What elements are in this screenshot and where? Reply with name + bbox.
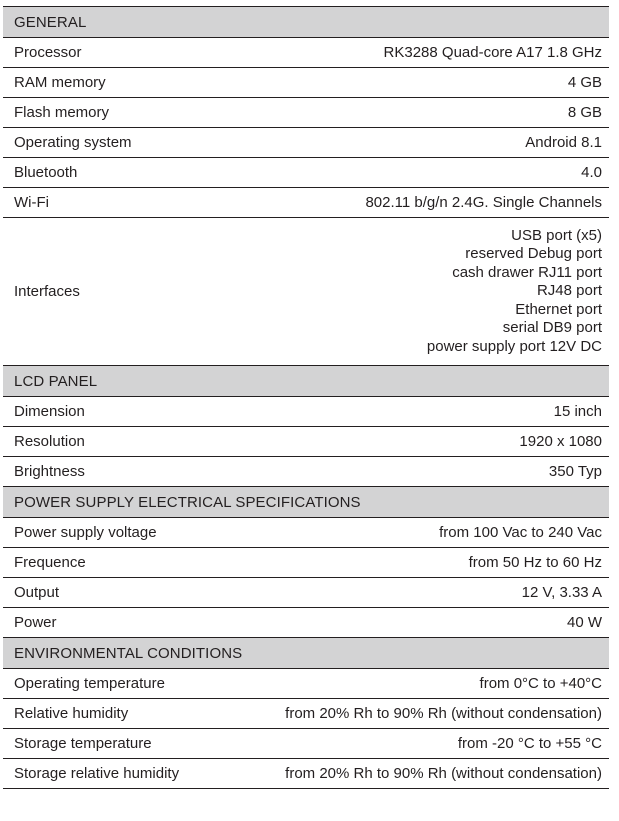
row-value-line: power supply port 12V DC	[426, 337, 602, 355]
section-header-power-supply	[3, 486, 609, 517]
table-row	[3, 97, 609, 127]
row-label: Resolution	[14, 433, 85, 450]
row-label: Power supply voltage	[14, 524, 157, 541]
row-value: from 20% Rh to 90% Rh (without condensation)	[285, 705, 602, 722]
row-value-line: serial DB9 port	[502, 319, 602, 337]
row-label: Relative humidity	[14, 705, 129, 722]
row-label: Storage temperature	[14, 735, 152, 752]
table-row	[3, 728, 609, 758]
row-label: Flash memory	[14, 104, 110, 121]
row-value-line: USB port (x5)	[511, 227, 602, 245]
section-header-general	[3, 6, 609, 37]
table-bottom-rule	[3, 788, 609, 789]
row-value: 15 inch	[553, 403, 602, 420]
row-value: from 20% Rh to 90% Rh (without condensation)	[285, 765, 602, 782]
row-value	[80, 227, 609, 356]
section-title: ENVIRONMENTAL CONDITIONS	[14, 644, 243, 662]
row-label: Storage relative humidity	[14, 765, 180, 782]
table-row	[3, 67, 609, 97]
table-row	[3, 758, 609, 788]
section-title: LCD PANEL	[14, 372, 98, 390]
table-row	[3, 187, 609, 217]
row-value: 1920 x 1080	[519, 433, 602, 450]
row-value: 8 GB	[567, 104, 602, 121]
row-value: 12 V, 3.33 A	[521, 584, 602, 601]
row-value: from 100 Vac to 240 Vac	[439, 524, 602, 541]
row-label: Operating temperature	[14, 675, 165, 692]
row-value-line: RJ48 port	[536, 282, 602, 300]
table-row	[3, 157, 609, 187]
specification-table	[3, 0, 609, 789]
table-row	[3, 426, 609, 456]
table-row	[3, 577, 609, 607]
row-value: from -20 °C to +55 °C	[457, 735, 602, 752]
row-label: Processor	[14, 44, 82, 61]
section-header-environmental	[3, 637, 609, 668]
table-row	[3, 37, 609, 67]
table-row	[3, 547, 609, 577]
row-label: Bluetooth	[14, 164, 78, 181]
row-value-line: reserved Debug port	[465, 245, 602, 263]
row-label: RAM memory	[14, 74, 106, 91]
row-label: Power	[14, 614, 57, 631]
table-row	[3, 668, 609, 698]
section-title: POWER SUPPLY ELECTRICAL SPECIFICATIONS	[14, 493, 361, 511]
table-row	[3, 217, 609, 365]
row-value-line: Ethernet port	[515, 300, 602, 318]
row-value: 802.11 b/g/n 2.4G. Single Channels	[365, 194, 602, 211]
row-value: Android 8.1	[525, 134, 602, 151]
row-value: 4 GB	[567, 74, 602, 91]
row-value: from 0°C to +40°C	[479, 675, 602, 692]
row-label: Dimension	[14, 403, 85, 420]
row-label: Brightness	[14, 463, 85, 480]
row-label: Interfaces	[14, 283, 80, 300]
row-value: 4.0	[581, 164, 602, 181]
table-row	[3, 456, 609, 486]
section-title: GENERAL	[14, 13, 87, 31]
row-value: RK3288 Quad-core A17 1.8 GHz	[383, 44, 602, 61]
section-header-lcd-panel	[3, 365, 609, 396]
table-row	[3, 607, 609, 637]
row-label: Wi-Fi	[14, 194, 49, 211]
table-row	[3, 127, 609, 157]
table-row	[3, 517, 609, 547]
row-value: 350 Typ	[548, 463, 602, 480]
row-label: Operating system	[14, 134, 132, 151]
row-label: Frequence	[14, 554, 86, 571]
row-value: from 50 Hz to 60 Hz	[468, 554, 602, 571]
row-value: 40 W	[566, 614, 602, 631]
row-label: Output	[14, 584, 60, 601]
table-row	[3, 396, 609, 426]
table-row	[3, 698, 609, 728]
row-value-line: cash drawer RJ11 port	[452, 263, 602, 281]
